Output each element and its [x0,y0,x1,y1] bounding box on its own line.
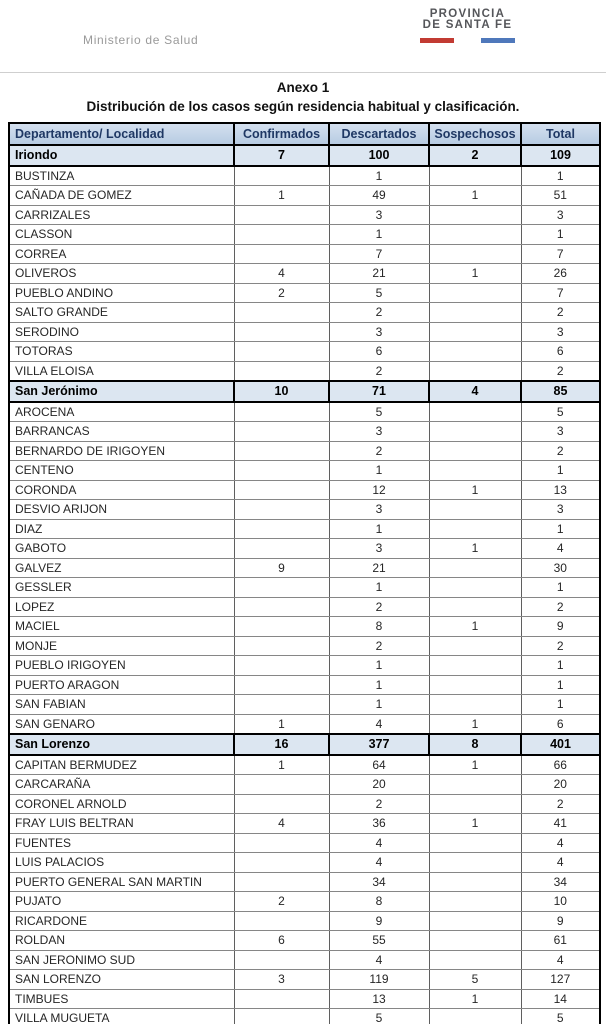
cell-confirmados [234,322,329,342]
locality-row [9,361,600,381]
cell-sospechosos: 4 [429,381,521,402]
cell-sospechosos [429,695,521,715]
cell-sospechosos [429,303,521,323]
cell-descartados: 34 [329,872,429,892]
logo-blue-bar [481,38,515,43]
cell-confirmados [234,422,329,442]
locality-row [9,775,600,795]
cell-descartados: 21 [329,264,429,284]
cell-descartados: 3 [329,500,429,520]
cell-name: BARRANCAS [9,422,234,442]
cell-name: SAN FABIAN [9,695,234,715]
cell-name: SAN JERONIMO SUD [9,950,234,970]
cell-sospechosos [429,361,521,381]
cell-descartados: 20 [329,775,429,795]
cell-total: 51 [521,186,600,206]
department-row [9,381,600,402]
cell-name: CARCARAÑA [9,775,234,795]
cell-descartados: 2 [329,441,429,461]
cell-total: 4 [521,853,600,873]
cell-total: 401 [521,734,600,755]
cell-confirmados [234,695,329,715]
cell-confirmados [234,461,329,481]
cell-descartados: 1 [329,225,429,245]
cell-confirmados [234,342,329,362]
cell-confirmados [234,1009,329,1024]
cell-confirmados [234,500,329,520]
cell-name: TOTORAS [9,342,234,362]
cell-total: 2 [521,794,600,814]
cell-total: 34 [521,872,600,892]
column-header-confirmados: Confirmados [234,123,329,145]
cell-total: 13 [521,480,600,500]
cell-confirmados: 4 [234,814,329,834]
cell-sospechosos [429,558,521,578]
cell-descartados: 1 [329,166,429,186]
locality-row [9,931,600,951]
locality-row [9,322,600,342]
cell-confirmados [234,441,329,461]
locality-row [9,558,600,578]
cell-sospechosos [429,1009,521,1024]
cell-total: 3 [521,500,600,520]
cell-total: 2 [521,636,600,656]
cell-total: 3 [521,205,600,225]
cell-name: BUSTINZA [9,166,234,186]
cell-confirmados: 1 [234,714,329,734]
cell-name: MONJE [9,636,234,656]
cell-name: CORREA [9,244,234,264]
cell-sospechosos [429,775,521,795]
cell-sospechosos [429,342,521,362]
cell-descartados: 8 [329,617,429,637]
cell-descartados: 1 [329,461,429,481]
cell-sospechosos [429,636,521,656]
cell-descartados: 3 [329,205,429,225]
cell-name: LOPEZ [9,597,234,617]
locality-row [9,422,600,442]
cell-name: CARRIZALES [9,205,234,225]
cell-sospechosos [429,656,521,676]
cell-name: GESSLER [9,578,234,598]
cell-name: CAÑADA DE GOMEZ [9,186,234,206]
cell-name: DESVIO ARIJON [9,500,234,520]
table-header-row [9,123,600,145]
cell-sospechosos: 1 [429,539,521,559]
cell-sospechosos [429,950,521,970]
cell-name: Iriondo [9,145,234,166]
locality-row [9,872,600,892]
cell-confirmados: 1 [234,755,329,775]
header-divider [0,72,606,73]
cell-name: PUJATO [9,892,234,912]
cell-total: 1 [521,675,600,695]
cell-total: 6 [521,342,600,362]
cell-sospechosos [429,578,521,598]
page-subtitle: Distribución de los casos según residencia habitual y clasificación. [86,99,520,114]
cell-total: 1 [521,695,600,715]
logo-text-line2: DE SANTA FE [422,19,513,31]
cell-descartados: 5 [329,1009,429,1024]
cell-name: DIAZ [9,519,234,539]
cell-total: 1 [521,225,600,245]
cell-descartados: 1 [329,695,429,715]
cell-descartados: 55 [329,931,429,951]
cell-confirmados [234,480,329,500]
cell-name: PUEBLO IRIGOYEN [9,656,234,676]
cell-total: 3 [521,322,600,342]
cell-descartados: 3 [329,322,429,342]
cell-descartados: 13 [329,989,429,1009]
locality-row [9,186,600,206]
cell-sospechosos [429,931,521,951]
locality-row [9,892,600,912]
cell-sospechosos [429,422,521,442]
cell-name: ROLDAN [9,931,234,951]
cell-sospechosos [429,833,521,853]
cell-descartados: 119 [329,970,429,990]
cell-name: PUEBLO ANDINO [9,283,234,303]
cell-descartados: 2 [329,597,429,617]
cell-sospechosos: 1 [429,814,521,834]
cell-confirmados: 9 [234,558,329,578]
cell-confirmados [234,225,329,245]
cell-total: 2 [521,597,600,617]
cell-total: 7 [521,283,600,303]
cell-descartados: 4 [329,853,429,873]
cell-confirmados: 2 [234,892,329,912]
cell-name: GALVEZ [9,558,234,578]
column-header-sospechosos: Sospechosos [429,123,521,145]
cell-sospechosos [429,205,521,225]
cell-descartados: 1 [329,578,429,598]
cell-sospechosos [429,853,521,873]
cell-confirmados [234,597,329,617]
cell-total: 2 [521,303,600,323]
cell-total: 9 [521,911,600,931]
cell-confirmados: 1 [234,186,329,206]
cell-total: 2 [521,441,600,461]
cell-name: CENTENO [9,461,234,481]
page-title: Anexo 1 [276,80,330,95]
cell-total: 61 [521,931,600,951]
cell-name: CAPITAN BERMUDEZ [9,755,234,775]
cell-descartados: 9 [329,911,429,931]
cell-confirmados [234,303,329,323]
cell-name: AROCENA [9,402,234,422]
cell-descartados: 21 [329,558,429,578]
cell-confirmados [234,519,329,539]
cell-confirmados: 3 [234,970,329,990]
logo-red-bar [420,38,454,43]
cell-sospechosos: 1 [429,755,521,775]
locality-row [9,755,600,775]
cell-descartados: 2 [329,303,429,323]
cell-confirmados [234,833,329,853]
cell-sospechosos [429,441,521,461]
cell-sospechosos [429,675,521,695]
cell-total: 127 [521,970,600,990]
cell-name: SERODINO [9,322,234,342]
cell-descartados: 1 [329,656,429,676]
locality-row [9,597,600,617]
cell-sospechosos [429,500,521,520]
cell-sospechosos [429,322,521,342]
cell-total: 1 [521,656,600,676]
cell-sospechosos [429,402,521,422]
cell-descartados: 12 [329,480,429,500]
cell-sospechosos [429,244,521,264]
cell-sospechosos [429,225,521,245]
cell-descartados: 100 [329,145,429,166]
cell-total: 9 [521,617,600,637]
cell-confirmados [234,539,329,559]
locality-row [9,989,600,1009]
cell-sospechosos: 2 [429,145,521,166]
cell-sospechosos [429,597,521,617]
logo-text-line1: PROVINCIA [429,8,506,20]
cell-name: SAN GENARO [9,714,234,734]
cell-name: SALTO GRANDE [9,303,234,323]
cell-name: CORONEL ARNOLD [9,794,234,814]
locality-row [9,402,600,422]
locality-row [9,853,600,873]
cell-descartados: 3 [329,422,429,442]
cell-descartados: 3 [329,539,429,559]
cell-name: MACIEL [9,617,234,637]
locality-row [9,617,600,637]
cell-sospechosos [429,794,521,814]
cell-name: SAN LORENZO [9,970,234,990]
cell-name: FUENTES [9,833,234,853]
cell-descartados: 2 [329,794,429,814]
cell-name: TIMBUES [9,989,234,1009]
locality-row [9,225,600,245]
cell-confirmados [234,402,329,422]
locality-row [9,794,600,814]
cell-descartados: 1 [329,519,429,539]
cell-confirmados: 4 [234,264,329,284]
cell-sospechosos: 8 [429,734,521,755]
cell-confirmados [234,656,329,676]
cell-confirmados [234,361,329,381]
cell-confirmados [234,775,329,795]
cell-name: PUERTO GENERAL SAN MARTIN [9,872,234,892]
cell-descartados: 7 [329,244,429,264]
cell-confirmados [234,872,329,892]
cell-confirmados: 6 [234,931,329,951]
cell-name: RICARDONE [9,911,234,931]
cell-descartados: 8 [329,892,429,912]
cell-descartados: 4 [329,833,429,853]
cell-descartados: 5 [329,402,429,422]
cell-descartados: 6 [329,342,429,362]
cell-descartados: 64 [329,755,429,775]
department-row [9,145,600,166]
cell-confirmados [234,675,329,695]
logo-flag-bars [419,38,516,43]
cell-total: 3 [521,422,600,442]
cell-total: 4 [521,833,600,853]
locality-row [9,342,600,362]
cell-total: 1 [521,519,600,539]
locality-row [9,166,600,186]
cell-name: GABOTO [9,539,234,559]
cell-descartados: 36 [329,814,429,834]
cell-confirmados [234,794,329,814]
cell-sospechosos [429,166,521,186]
cell-name: San Lorenzo [9,734,234,755]
cell-sospechosos [429,519,521,539]
cell-total: 26 [521,264,600,284]
locality-row [9,970,600,990]
locality-row [9,636,600,656]
locality-row [9,656,600,676]
cell-name: LUIS PALACIOS [9,853,234,873]
cell-name: CORONDA [9,480,234,500]
cell-total: 66 [521,755,600,775]
cell-total: 2 [521,361,600,381]
locality-row [9,500,600,520]
cell-sospechosos [429,911,521,931]
locality-row [9,539,600,559]
column-header-total: Total [521,123,600,145]
column-header-descartados: Descartados [329,123,429,145]
cell-name: CLASSON [9,225,234,245]
cell-total: 4 [521,539,600,559]
locality-row [9,695,600,715]
cell-descartados: 5 [329,283,429,303]
cell-name: BERNARDO DE IRIGOYEN [9,441,234,461]
cell-total: 14 [521,989,600,1009]
cell-confirmados: 7 [234,145,329,166]
cell-confirmados [234,578,329,598]
cell-total: 41 [521,814,600,834]
cell-descartados: 4 [329,714,429,734]
cell-descartados: 4 [329,950,429,970]
cell-sospechosos: 1 [429,264,521,284]
cell-name: PUERTO ARAGON [9,675,234,695]
cell-confirmados [234,617,329,637]
cell-descartados: 71 [329,381,429,402]
cell-sospechosos [429,283,521,303]
locality-row [9,675,600,695]
cell-sospechosos: 1 [429,714,521,734]
cell-descartados: 1 [329,675,429,695]
cell-total: 1 [521,578,600,598]
cell-total: 5 [521,1009,600,1024]
department-row [9,734,600,755]
cell-sospechosos [429,892,521,912]
cell-total: 1 [521,461,600,481]
locality-row [9,519,600,539]
cell-name: OLIVEROS [9,264,234,284]
locality-row [9,578,600,598]
locality-row [9,244,600,264]
cell-total: 85 [521,381,600,402]
cell-total: 4 [521,950,600,970]
cases-table [8,122,601,1024]
cell-confirmados: 16 [234,734,329,755]
cell-confirmados [234,989,329,1009]
cell-name: VILLA MUGUETA [9,1009,234,1024]
cell-confirmados [234,636,329,656]
cell-descartados: 377 [329,734,429,755]
cell-name: VILLA ELOISA [9,361,234,381]
cell-name: San Jerónimo [9,381,234,402]
provincia-santa-fe-logo [419,9,516,43]
locality-row [9,480,600,500]
cell-total: 7 [521,244,600,264]
cell-confirmados [234,911,329,931]
ministry-label: Ministerio de Salud [83,33,199,47]
cell-confirmados [234,166,329,186]
cell-descartados: 2 [329,361,429,381]
locality-row [9,441,600,461]
cell-total: 109 [521,145,600,166]
locality-row [9,911,600,931]
cell-sospechosos: 1 [429,480,521,500]
cell-total: 30 [521,558,600,578]
cell-confirmados [234,950,329,970]
locality-row [9,1009,600,1024]
cell-descartados: 2 [329,636,429,656]
cell-sospechosos [429,872,521,892]
cell-total: 20 [521,775,600,795]
locality-row [9,814,600,834]
cell-confirmados: 10 [234,381,329,402]
cell-sospechosos: 1 [429,989,521,1009]
cell-confirmados [234,853,329,873]
locality-row [9,303,600,323]
locality-row [9,283,600,303]
cell-confirmados [234,205,329,225]
cell-total: 6 [521,714,600,734]
cell-name: FRAY LUIS BELTRAN [9,814,234,834]
cell-descartados: 49 [329,186,429,206]
locality-row [9,833,600,853]
locality-row [9,714,600,734]
column-header-departamento: Departamento/ Localidad [9,123,234,145]
locality-row [9,950,600,970]
cell-total: 10 [521,892,600,912]
locality-row [9,264,600,284]
cell-confirmados [234,244,329,264]
locality-row [9,461,600,481]
cell-sospechosos: 1 [429,186,521,206]
cell-confirmados: 2 [234,283,329,303]
cell-total: 5 [521,402,600,422]
cell-sospechosos: 1 [429,617,521,637]
locality-row [9,205,600,225]
cell-total: 1 [521,166,600,186]
cell-sospechosos [429,461,521,481]
cell-sospechosos: 5 [429,970,521,990]
